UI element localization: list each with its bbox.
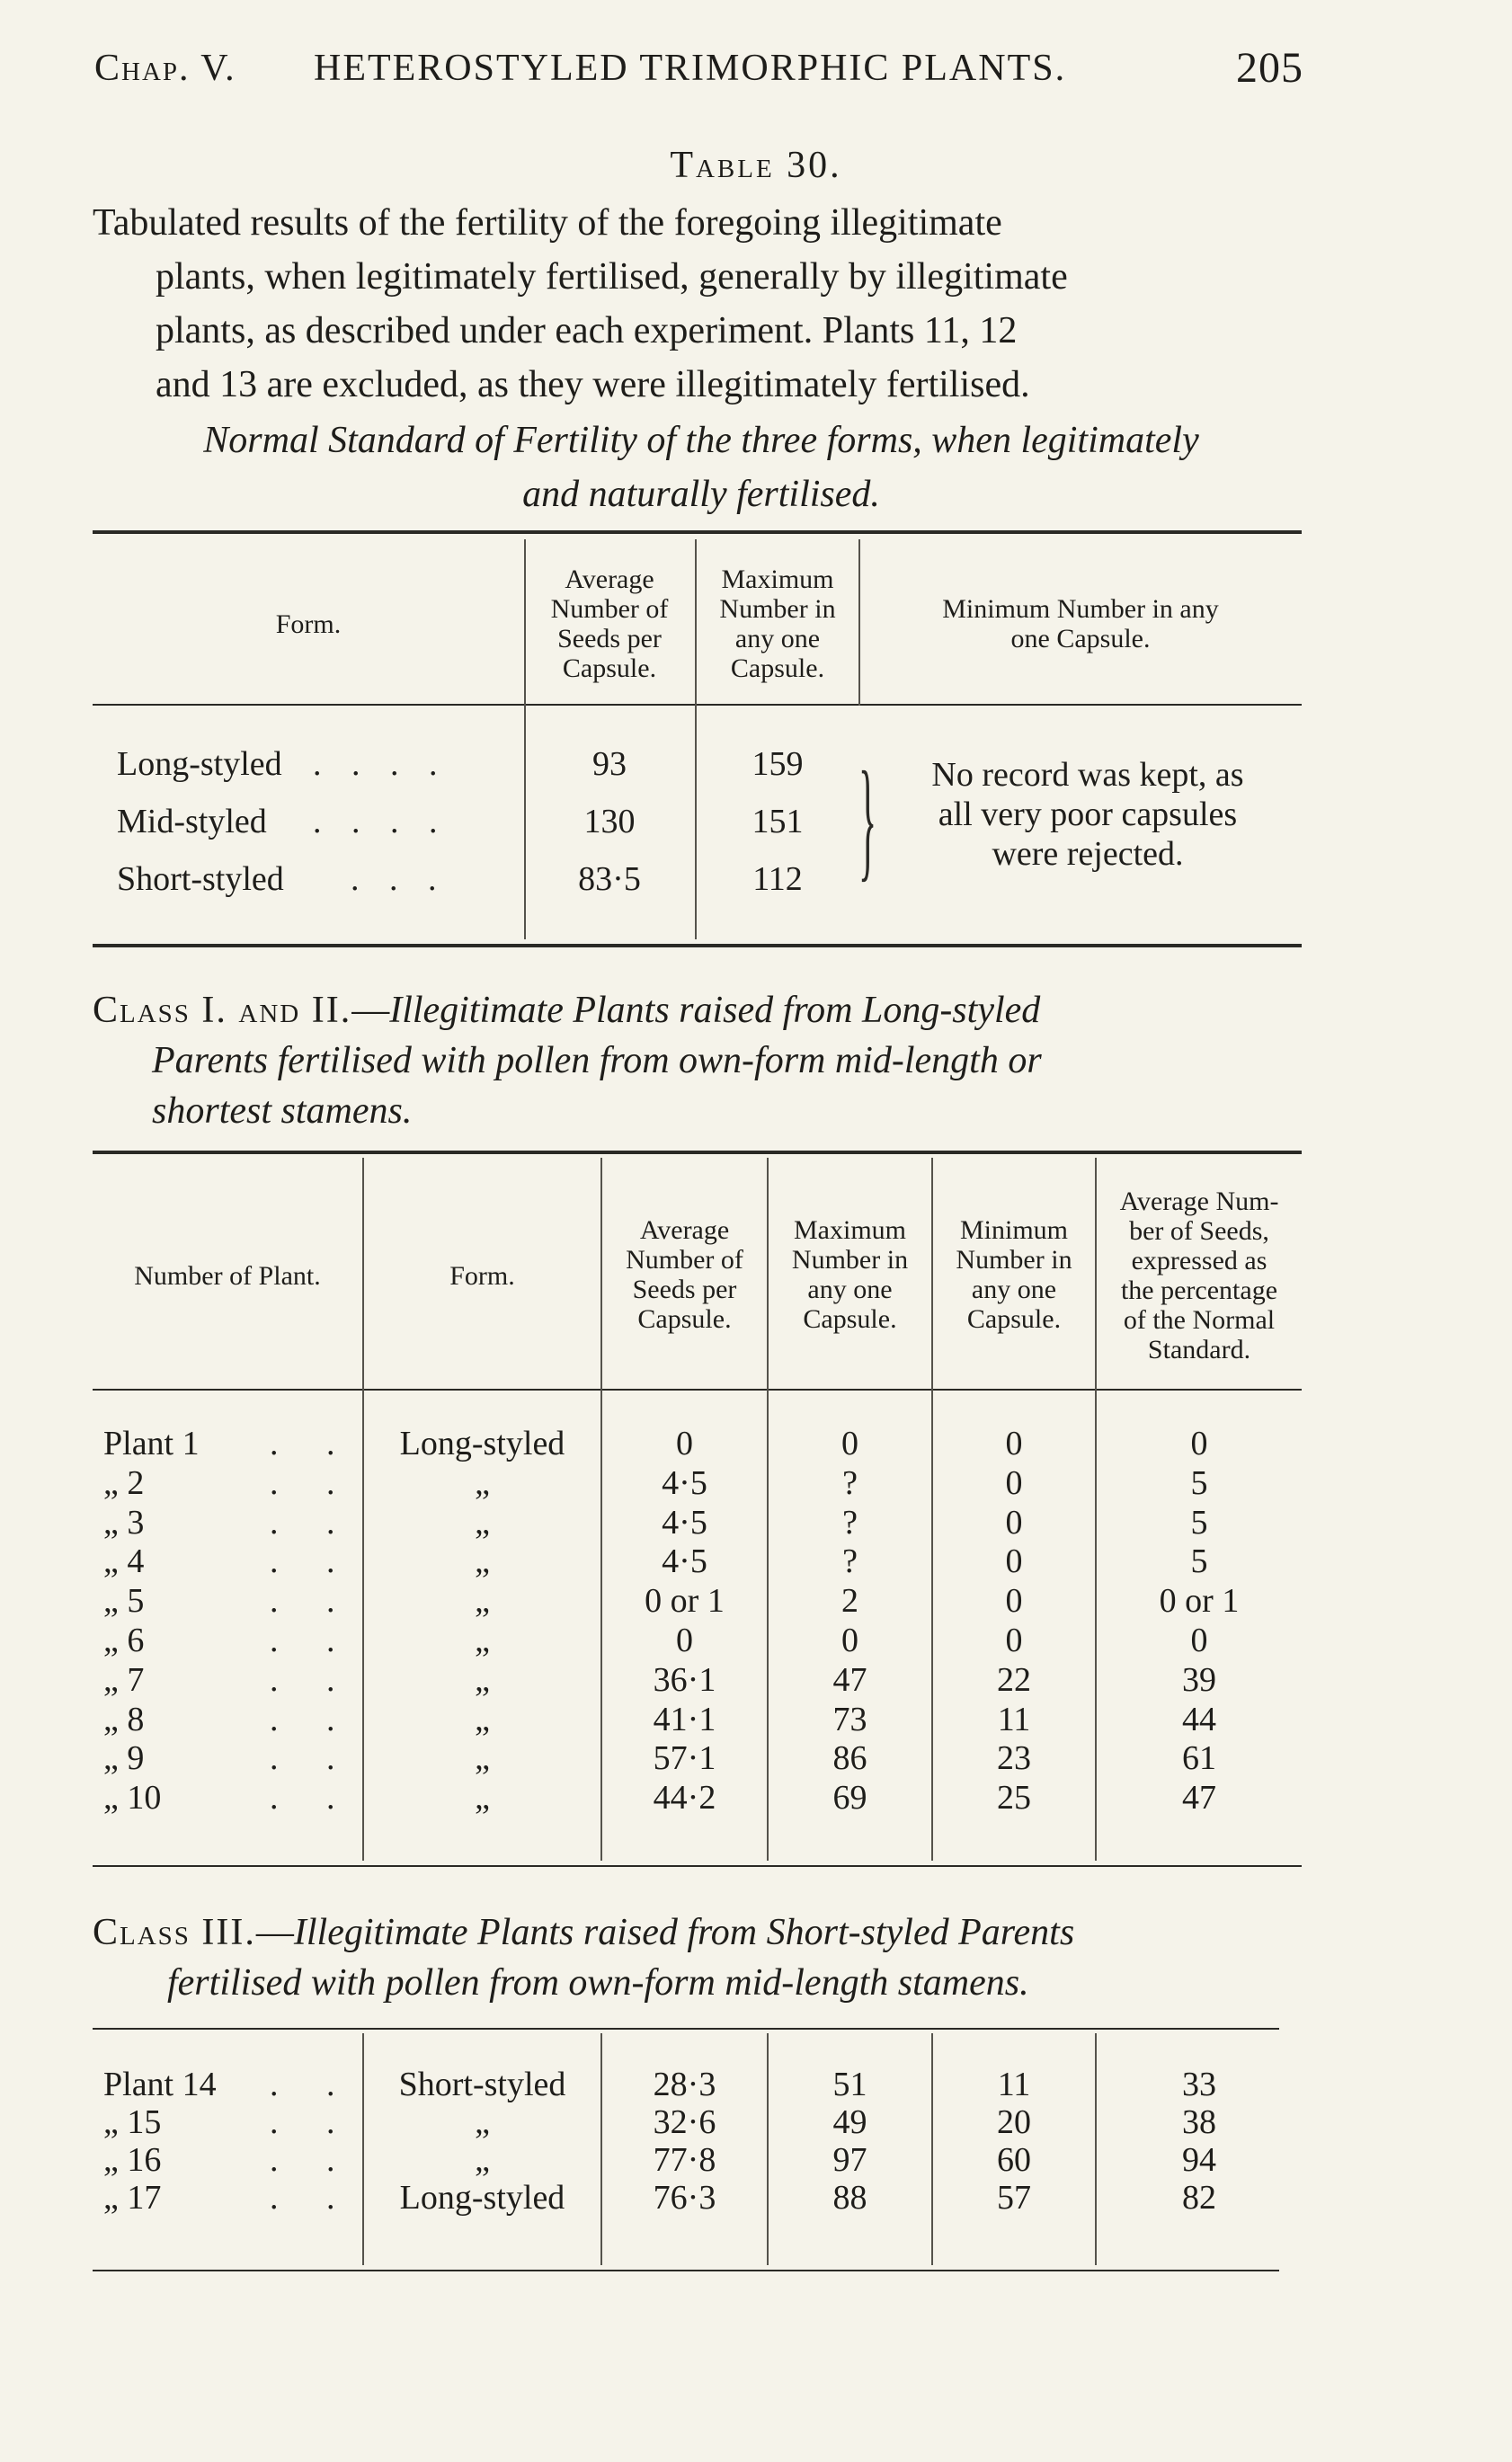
cell-form: Short-styled	[398, 2066, 566, 2103]
cell-form: „	[475, 2141, 490, 2179]
leader-dots: . .	[270, 1425, 355, 1462]
cell-minimum: 0	[1005, 1622, 1023, 1659]
row-maximum: 159	[752, 745, 804, 783]
cell-plant: „ 6	[103, 1622, 145, 1659]
cell-plant: „ 5	[103, 1582, 145, 1621]
header-maximum: Maximum Number in any one Capsule.	[719, 564, 836, 683]
cell-percentage: 44	[1182, 1700, 1216, 1738]
header-maximum: Maximum Number in any one Capsule.	[791, 1215, 909, 1334]
cell-average: 0	[676, 1622, 693, 1659]
cell-minimum: 60	[997, 2141, 1031, 2179]
cell-maximum: 73	[832, 1700, 867, 1738]
cell-minimum: 23	[997, 1739, 1031, 1778]
cell-percentage: 0 or 1	[1159, 1582, 1240, 1621]
cell-average: 4·5	[662, 1463, 707, 1502]
cell-form: „	[475, 1582, 490, 1621]
cell-average: 77·8	[653, 2141, 716, 2179]
cell-minimum: 11	[997, 1700, 1031, 1738]
leader-dots: . .	[270, 2103, 355, 2141]
minimum-note: No record was kept, as all very poor capsules were rejected.	[931, 756, 1244, 873]
cell-minimum: 57	[997, 2179, 1031, 2217]
cell-maximum: 49	[832, 2103, 867, 2141]
leader-dots: . .	[270, 1739, 355, 1778]
cell-plant: „ 7	[103, 1660, 145, 1699]
row-maximum: 151	[752, 803, 804, 840]
cell-average: 0	[676, 1425, 693, 1462]
cell-plant: „ 17	[103, 2179, 162, 2217]
cell-plant: „ 8	[103, 1700, 145, 1738]
cell-average: 41·1	[653, 1700, 716, 1738]
leader-dots: . .	[270, 1582, 355, 1621]
class-label: Class III.	[93, 1912, 256, 1953]
cell-average: 28·3	[653, 2066, 716, 2103]
leader-dots: . .	[270, 1660, 355, 1699]
table-caption	[93, 196, 1312, 412]
row-maximum: 112	[752, 860, 803, 898]
header-form: Form.	[449, 1261, 515, 1291]
cell-percentage: 61	[1182, 1739, 1216, 1778]
cell-minimum: 0	[1005, 1425, 1023, 1462]
running-head	[94, 44, 1303, 101]
cell-percentage: 5	[1190, 1503, 1208, 1542]
cell-plant: „ 9	[103, 1739, 145, 1778]
cell-minimum: 20	[997, 2103, 1031, 2141]
header-form: Form.	[275, 609, 342, 639]
cell-form: „	[475, 1660, 490, 1699]
header-average: Average Number of Seeds per Capsule.	[626, 1215, 743, 1334]
standard-header-rule	[93, 704, 1302, 706]
cell-minimum: 0	[1005, 1582, 1023, 1621]
cell-plant: „ 16	[103, 2141, 162, 2179]
header-plant: Number of Plant.	[134, 1261, 321, 1291]
row-form: Mid-styled	[117, 803, 267, 840]
standard-title-line: and naturally fertilised.	[522, 474, 880, 515]
cell-form: „	[475, 1503, 490, 1542]
cell-percentage: 82	[1182, 2179, 1216, 2217]
class12-header-rule	[93, 1389, 1302, 1391]
cell-plant: Plant 14	[103, 2066, 217, 2103]
cell-minimum: 0	[1005, 1463, 1023, 1502]
cell-average: 44·2	[653, 1779, 716, 1818]
header-minimum: Minimum Number in any one Capsule.	[942, 594, 1219, 653]
cell-form: „	[475, 1622, 490, 1659]
cell-maximum: ?	[842, 1463, 858, 1502]
class3-bottom-rule	[93, 2270, 1279, 2271]
cell-form: Long-styled	[399, 1425, 565, 1462]
brace-symbol: }	[858, 744, 877, 893]
leader-dots: . .	[270, 2066, 355, 2103]
leader-dots: . .	[270, 1622, 355, 1659]
cell-maximum: 88	[832, 2179, 867, 2217]
chapter-label: Chap. V.	[94, 48, 236, 89]
caption-line: Tabulated results of the fertility of the foregoing illegitimate	[93, 202, 1002, 244]
cell-form: „	[475, 2103, 490, 2141]
leader-dots: . .	[270, 1779, 355, 1818]
class-3-heading: Class III.—Illegitimate Plants raised from Short-styled Parents fertilised with pollen from own-form mid-length stamens.	[93, 1912, 1075, 2004]
leader-dots: . .	[270, 2179, 355, 2217]
cell-minimum: 22	[997, 1660, 1031, 1699]
cell-percentage: 38	[1182, 2103, 1216, 2141]
class12-bottom-rule	[93, 1865, 1302, 1867]
cell-maximum: 97	[832, 2141, 867, 2179]
cell-maximum: 47	[832, 1660, 867, 1699]
cell-percentage: 0	[1190, 1425, 1208, 1462]
cell-maximum: 86	[832, 1739, 867, 1778]
leader-dots: . .	[270, 1503, 355, 1542]
row-average: 83·5	[578, 860, 641, 898]
cell-average: 36·1	[653, 1660, 716, 1699]
normal-standard-title	[90, 413, 1312, 521]
cell-plant: „ 4	[103, 1542, 145, 1581]
chapter-title: HETEROSTYLED TRIMORPHIC PLANTS.	[314, 48, 1067, 89]
cell-average: 76·3	[653, 2179, 716, 2217]
row-dots: . . .	[351, 860, 448, 898]
table-title: Table 30.	[670, 145, 842, 186]
row-form: Short-styled	[117, 860, 284, 898]
leader-dots: . .	[270, 1463, 355, 1502]
cell-form: Long-styled	[399, 2179, 565, 2217]
cell-form: „	[475, 1463, 490, 1502]
cell-form: „	[475, 1739, 490, 1778]
cell-form: „	[475, 1700, 490, 1738]
standard-top-rule	[93, 530, 1302, 534]
cell-average: 4·5	[662, 1542, 707, 1581]
cell-plant: Plant 1	[103, 1425, 200, 1462]
cell-percentage: 47	[1182, 1779, 1216, 1818]
class-1-2-heading: Class I. and II.—Illegitimate Plants raised from Long-styled Parents fertilised with pollen from own-form mid-length or shortest stamens.	[93, 990, 1042, 1132]
cell-minimum: 0	[1005, 1542, 1023, 1581]
header-average: Average Number of Seeds per Capsule.	[550, 564, 669, 683]
cell-maximum: 69	[832, 1779, 867, 1818]
cell-form: „	[475, 1779, 490, 1818]
row-average: 130	[583, 803, 636, 840]
caption-line: plants, as described under each experiment. Plants 11, 12	[156, 310, 1018, 351]
row-dots: . . . .	[313, 745, 449, 783]
cell-percentage: 94	[1182, 2141, 1216, 2179]
cell-percentage: 33	[1182, 2066, 1216, 2103]
cell-average: 32·6	[653, 2103, 716, 2141]
class3-top-rule	[93, 2028, 1279, 2030]
class-label: Class I. and II.	[93, 990, 352, 1031]
cell-plant: „ 3	[103, 1503, 145, 1542]
caption-line: plants, when legitimately fertilised, generally by illegitimate	[156, 256, 1068, 298]
cell-maximum: 2	[841, 1582, 858, 1621]
page-number: 205	[1236, 44, 1303, 92]
cell-maximum: 51	[832, 2066, 867, 2103]
cell-minimum: 0	[1005, 1503, 1023, 1542]
cell-maximum: 0	[841, 1425, 858, 1462]
header-minimum: Minimum Number in any one Capsule.	[956, 1215, 1072, 1334]
cell-plant: „ 15	[103, 2103, 162, 2141]
cell-average: 57·1	[653, 1739, 716, 1778]
cell-percentage: 0	[1190, 1622, 1208, 1659]
standard-bottom-rule	[93, 944, 1302, 947]
cell-minimum: 25	[997, 1779, 1031, 1818]
row-form: Long-styled	[117, 745, 282, 783]
cell-maximum: ?	[842, 1542, 858, 1581]
cell-percentage: 5	[1190, 1542, 1208, 1581]
cell-percentage: 39	[1182, 1660, 1216, 1699]
leader-dots: . .	[270, 1542, 355, 1581]
class12-top-rule	[93, 1151, 1302, 1154]
cell-plant: „ 2	[103, 1463, 145, 1502]
header-percentage: Average Num- ber of Seeds, expressed as the percentage of the Normal Standard.	[1119, 1187, 1279, 1364]
leader-dots: . .	[270, 1700, 355, 1738]
cell-plant: „ 10	[103, 1779, 162, 1818]
cell-percentage: 5	[1190, 1463, 1208, 1502]
row-dots: . . . .	[313, 803, 449, 840]
standard-title-line: Normal Standard of Fertility of the three forms, when legitimately	[203, 420, 1199, 461]
leader-dots: . .	[270, 2141, 355, 2179]
cell-minimum: 11	[997, 2066, 1031, 2103]
cell-average: 0 or 1	[645, 1582, 725, 1621]
cell-form: „	[475, 1542, 490, 1581]
cell-average: 4·5	[662, 1503, 707, 1542]
cell-maximum: ?	[842, 1503, 858, 1542]
caption-line: and 13 are excluded, as they were illegitimately fertilised.	[156, 364, 1030, 405]
cell-maximum: 0	[841, 1622, 858, 1659]
row-average: 93	[592, 745, 627, 783]
